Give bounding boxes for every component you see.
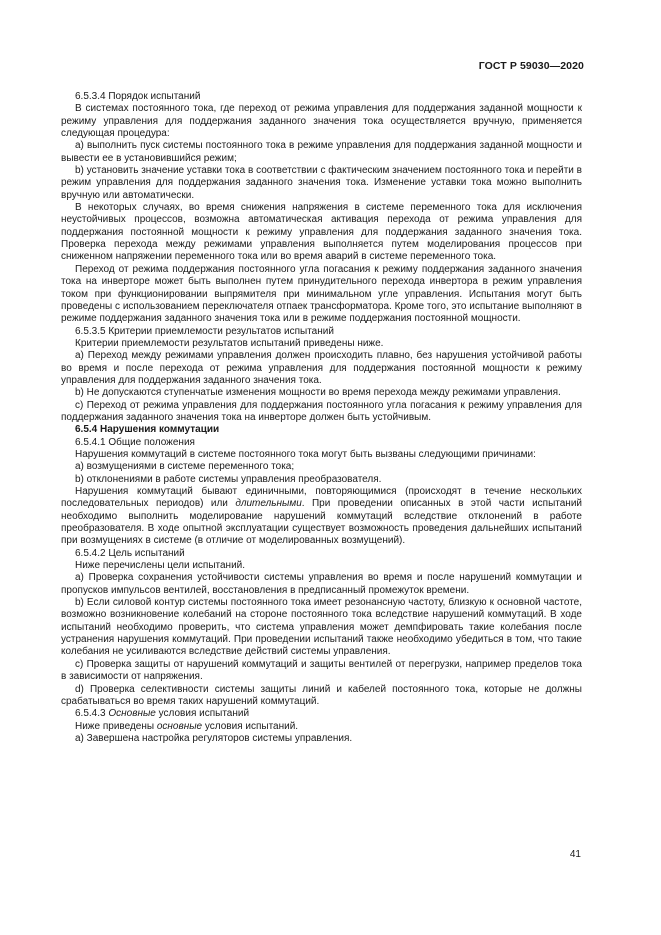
list-item: d) Проверка селективности системы защиты линий и кабелей постоянного тока, которые не должны срабатываться во время таких нарушений коммутаций.	[61, 683, 582, 707]
paragraph: Переход от режима поддержания постоянного угла погасания к режиму поддержания заданного значения тока на инверторе может быть выполнен путем принудительного перехода инвертора в режим управления током при функционировании выпрямителя при минимальном угле управления. Испытания могут быть проведены с использованием переключателя отпаек трансформатора. Кроме того, это испытание выполняют в режиме поддержания заданного значения тока или в режиме поддержания постоянной мощности.	[61, 263, 582, 325]
list-item: b) отклонениями в работе системы управления преобразователя.	[75, 473, 382, 485]
section-heading-6-5-4-3	[61, 708, 582, 720]
page-number: 41	[569, 849, 581, 860]
section-heading-6-5-3-4: 6.5.3.4 Порядок испытаний	[75, 91, 201, 102]
italic-term: основные	[156, 720, 203, 732]
body-text	[61, 91, 582, 745]
list-item: a) Переход между режимами управления должен происходить плавно, без нарушения устойчивой работы во время и после перехода от режима управления для поддержания постоянной мощности к режиму управления для поддержания заданного значения тока.	[61, 350, 582, 386]
list-item: a) выполнить пуск системы постоянного тока в режиме управления для поддержания заданной мощности и вывести ее в установившийся режим;	[61, 140, 582, 164]
paragraph-with-italic	[61, 486, 582, 548]
text-run: Нарушения коммутаций бывают единичными, повторяющимися (происходят в течение нескольких последовательных периодов) или	[61, 486, 582, 510]
list-item: a) Проверка сохранения устойчивости системы управления во время и после нарушений коммутации и пропусков импульсов вентилей, восстановления в предписанный промежуток времени.	[61, 572, 582, 596]
text-run: условия испытаний.	[204, 720, 299, 732]
list-item: a) возмущениями в системе переменного тока;	[75, 461, 295, 473]
section-heading-6-5-3-5: 6.5.3.5 Критерии приемлемости результатов испытаний	[75, 325, 334, 337]
text-run: . При проведении описанных в этой части испытаний необходимо выполнить моделирование нарушений коммутаций вследствие отклонений в работе преобразователя. В ходе опытной эксплуатации существует возможность проведения дальнейших испытаний при возмущениях в системе (в отличие от моделированных возмущений).	[61, 498, 582, 547]
text-run: Ниже приведены	[75, 720, 155, 732]
text-run: условия испытаний	[158, 708, 250, 720]
standard-header: ГОСТ Р 59030—2020	[478, 60, 584, 72]
italic-term: длительными	[235, 498, 302, 510]
list-item: c) Проверка защиты от нарушений коммутаций и защиты вентилей от перегрузки, например пределов тока в зависимости от напряжения.	[61, 658, 582, 683]
section-heading-6-5-4-2: 6.5.4.2 Цель испытаний	[75, 547, 185, 559]
list-item: b) Не допускаются ступенчатые изменения мощности во время перехода между режимами управления.	[75, 387, 561, 399]
paragraph: Ниже перечислены цели испытаний.	[75, 560, 246, 572]
text-run: 6.5.4.3	[75, 708, 106, 720]
paragraph: В системах постоянного тока, где переход от режима управления для поддержания заданной мощности к режиму управления для поддержания заданного значения тока осуществляется вручную, применяется следующая процедура:	[61, 103, 582, 140]
list-item: c) Переход от режима управления для поддержания постоянного угла погасания к режиму управления для поддержания заданного значения тока на инверторе должен быть устойчивым.	[61, 399, 582, 423]
list-item: b) Если силовой контур системы постоянного тока имеет резонансную частоту, близкую к основной частоте, возможно возникновение колебаний на стороне постоянного тока вследствие нарушений коммутаций. В ходе испытаний необходимо проверить, что система управления может демпфировать такие колебания после устранения нарушения коммутаций. При проведении испытаний также необходимо убедиться в том, что такие колебания не усиливаются вследствие действий системы управления.	[61, 597, 582, 658]
paragraph-with-italic	[61, 721, 582, 733]
italic-term: Основные	[108, 708, 156, 720]
section-heading-6-5-4: 6.5.4 Нарушения коммутации	[75, 424, 220, 436]
list-item: a) Завершена настройка регуляторов системы управления.	[75, 732, 353, 744]
paragraph: Критерии приемлемости результатов испытаний приведены ниже.	[75, 337, 384, 349]
paragraph: В некоторых случаях, во время снижения напряжения в системе переменного тока для исключения неустойчивых процессов, возможна автоматическая активация перехода от режима управления для поддержания постоянной мощности к режиму управления для поддержания заданного значения тока. Проверка перехода между режимами управления выполняется путем моделирования процессов при сниженном напряжении переменного тока или во время аварий в системе переменного тока.	[61, 202, 582, 263]
paragraph: Нарушения коммутаций в системе постоянного тока могут быть вызваны следующими причинами:	[75, 448, 536, 460]
list-item: b) установить значение уставки тока в соответствии с фактическим значением постоянного тока и перейти в режим управления для поддержания заданного значения тока. Изменение уставки тока можно выполнить вручную или автоматически.	[61, 165, 582, 201]
section-heading-6-5-4-1: 6.5.4.1 Общие положения	[75, 436, 195, 448]
